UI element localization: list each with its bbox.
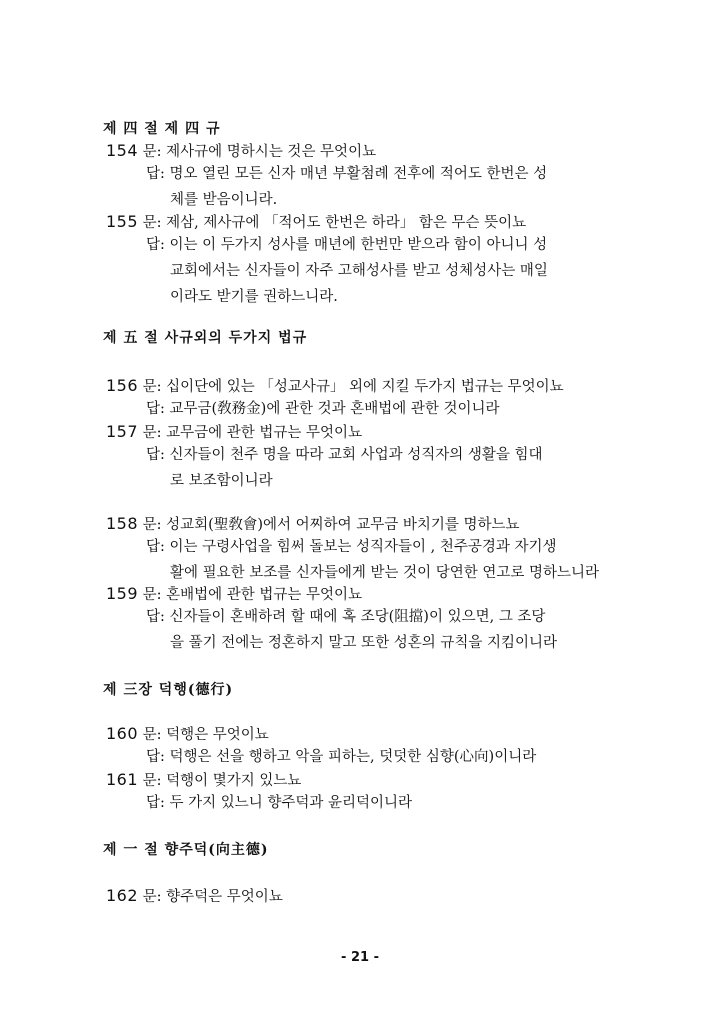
question-158 [106, 513, 520, 534]
question-text: 문: 향주덕은 무엇이뇨 [138, 889, 283, 905]
question-text: 문: 제삼, 제사규에 「적어도 한번은 하라」 함은 무슨 뜻이뇨 [138, 215, 527, 231]
answer-line: 답: 이는 구령사업을 힘써 돌보는 성직자들이 , 천주공경과 자기생 [146, 539, 557, 555]
section-heading-5: 제 五 절 사규외의 두가지 법규 [103, 330, 308, 346]
answer-line: 답: 신자들이 천주 명을 따라 교회 사업과 성직자의 생활을 힘대 [146, 447, 543, 463]
question-156 [106, 375, 564, 396]
question-number: 158 [106, 514, 139, 533]
answer-line: 활에 필요한 보조를 신자들에게 받는 것이 당연한 연고로 명하느니라 [170, 565, 600, 581]
answer-line: 이라도 받기를 권하느니라. [170, 289, 338, 305]
question-number: 161 [106, 770, 139, 789]
question-number: 160 [106, 724, 139, 743]
question-number: 156 [106, 376, 139, 395]
answer-line: 답: 교무금(敎務金)에 관한 것과 혼배법에 관한 것이니라 [146, 401, 500, 417]
answer-line: 을 풀기 전에는 정혼하지 말고 또한 성혼의 규칙을 지킴이니라 [170, 635, 558, 651]
answer-158 [146, 534, 620, 586]
question-155 [106, 211, 526, 232]
question-text: 문: 교무금에 관한 법규는 무엇이뇨 [138, 425, 363, 441]
question-text: 문: 십이단에 있는 「성교사규」 외에 지킬 두가지 법규는 무엇이뇨 [138, 379, 564, 395]
question-157 [106, 421, 362, 442]
answer-154 [146, 161, 620, 213]
page-number: - 21 - [341, 950, 379, 965]
answer-line: 답: 덕행은 선을 행하고 악을 피하는, 덧덧한 심향(心向)이니라 [146, 749, 537, 765]
answer-157 [146, 442, 620, 494]
question-154 [106, 140, 376, 161]
question-text: 문: 제사규에 명하시는 것은 무엇이뇨 [138, 144, 377, 160]
section-heading-1: 제 一 절 향주덕(向主德) [103, 842, 269, 858]
answer-line: 답: 신자들이 혼배하려 할 때에 혹 조당(阻擋)이 있으면, 그 조당 [146, 609, 546, 625]
answer-line: 답: 명오 열린 모든 신자 매년 부활첨례 전후에 적어도 한번은 성 [146, 166, 548, 182]
question-text: 문: 혼배법에 관한 법규는 무엇이뇨 [138, 587, 363, 603]
question-number: 157 [106, 422, 139, 441]
question-number: 154 [106, 141, 139, 160]
chapter-heading-3: 제 三장 덕행(德行) [103, 682, 234, 698]
question-161 [106, 769, 301, 790]
question-number: 155 [106, 212, 139, 231]
answer-line: 답: 이는 이 두가지 성사를 매년에 한번만 받으라 함이 아니니 성 [146, 237, 548, 253]
question-number: 162 [106, 886, 139, 905]
section-heading-4: 제 四 절 제 四 규 [103, 121, 221, 137]
answer-161 [146, 790, 620, 816]
answer-line: 체를 받음이니라. [170, 192, 278, 208]
question-number: 159 [106, 584, 139, 603]
question-text: 문: 성교회(聖敎會)에서 어찌하여 교무금 바치기를 명하느뇨 [138, 517, 520, 533]
answer-155 [146, 232, 620, 310]
question-162 [106, 885, 283, 906]
question-159 [106, 583, 362, 604]
answer-160 [146, 744, 620, 770]
answer-156 [146, 396, 620, 422]
answer-line: 교회에서는 신자들이 자주 고해성사를 받고 성체성사는 매일 [170, 263, 548, 279]
question-text: 문: 덕행이 몇가지 있느뇨 [138, 773, 302, 789]
answer-line: 로 보조함이니라 [170, 473, 273, 489]
answer-159 [146, 604, 620, 656]
question-text: 문: 덕행은 무엇이뇨 [138, 727, 269, 743]
question-160 [106, 723, 269, 744]
answer-line: 답: 두 가지 있느니 향주덕과 윤리덕이니라 [146, 795, 413, 811]
